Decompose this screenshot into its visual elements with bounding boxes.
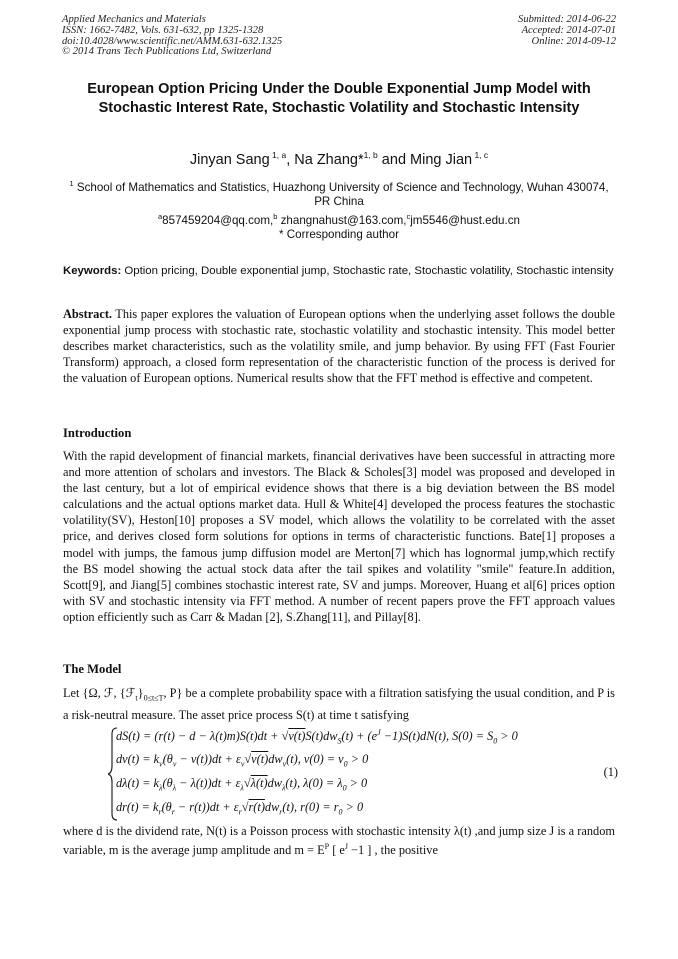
paper-title: European Option Pricing Under the Double Exponential Jump Model with Stochastic Interest Rate, Stochastic Volatility and Stochastic Intensity: [87, 81, 591, 116]
keywords: [63, 264, 615, 278]
subscript: t: [135, 693, 138, 703]
corresponding-note: * Corresponding author: [279, 228, 399, 242]
equation-line: $d\lambda(t) = k_\lambda(\theta_\lambda - \lambda(t))dt + \varepsilon_\lambda√\lambda(t)dw_\lambda(t)$, $\lambda(0) = \lambda_0 > 0$: [116, 776, 368, 793]
email-mark: c: [406, 212, 411, 221]
accepted-date: Accepted: 2014-07-01: [521, 24, 616, 36]
superscript: J: [344, 842, 348, 852]
copyright: © 2014 Trans Tech Publications Ltd, Switzerland: [62, 46, 272, 58]
author-separator: ,: [286, 151, 295, 168]
equation-system: [108, 726, 618, 822]
keywords-text: Option pricing, Double exponential jump, Stochastic rate, Stochastic volatility, Stochastic intensity: [121, 265, 614, 277]
submitted-date: Submitted: 2014-06-22: [518, 14, 616, 25]
model-paragraph-2: [63, 823, 615, 858]
author-list: [60, 150, 618, 168]
author-name: Ming Jian: [410, 151, 473, 168]
email-mark: a: [158, 212, 163, 221]
model-text: Let {Ω, ℱ, {ℱ: [63, 686, 136, 700]
issn: ISSN: 1662-7482, Vols. 631-632, pp 1325-1328: [62, 24, 264, 36]
model-text: where d is the dividend rate, N(t) is a Poisson process with stochastic intensity λ(t) ,and jump size J is a random variable, m is the average jump amplitude and m = E: [63, 824, 615, 858]
email-link[interactable]: jm5546@hust.edu.cn: [410, 213, 520, 227]
equation-line: $dr(t) = k_r(\theta_r - r(t))dt + \varepsilon_r√r(t)dw_r(t)$, $r(0) = r_0 > 0$: [116, 800, 364, 817]
model-paragraph: Let {Ω, ℱ, $\{ℱ_t\}_{0\le t\le T}$, P} be a complete probability space with a filtration satisfying the usual condition, and P is a risk-neutral measure. The asset price process S(t) at time t satisfying: [63, 686, 615, 722]
online-date: Online: 2014-09-12: [531, 35, 616, 47]
equation-line: $dS(t) = (r(t) - d - \lambda(t)m)S(t)dt + √v(t)S(t)dw_S(t) + (e^J -1)S(t)dN(t)$, $S(0) = S_0 > 0$: [116, 728, 518, 746]
author-emails: [60, 210, 618, 243]
model-text: , P} be a complete probability space with a filtration satisfying the usual condition, and P is a risk-neutral measure. The asset price process S(t) at time t satisfying: [63, 686, 615, 722]
author-affil-mark: 1, a: [269, 150, 287, 160]
model-text: −1 ] , the positive: [348, 843, 438, 858]
author-affil-mark: 1, b: [363, 150, 378, 160]
model-text: [ e: [329, 843, 345, 858]
email-mark: b: [273, 212, 278, 221]
abstract: [63, 306, 615, 386]
email-link[interactable]: zhangnahust@163.com,: [280, 213, 407, 227]
email-link[interactable]: 857459204@qq.com,: [162, 213, 274, 227]
equation-line: $dv(t) = k_v(\theta_v - v(t))dt + \varepsilon_v√v(t)dw_v(t)$, $v(0) = v_0 > 0$: [116, 752, 369, 769]
section-heading: Introduction: [63, 426, 132, 440]
journal-info: [62, 15, 282, 58]
abstract-text: This paper explores the valuation of European options when the underlying asset follows the double exponential jump process with stochastic rate, stochastic volatility and stochastic intensity. This model better describes market characteristics, such as the volatility smile, and jump behavior. By using FFT (Fast Fourier Transform) approach, a closed form representation of the characteristic function of the process is derived for the valuation of European options. Numerical results show that the FFT method is effective and competent.: [63, 307, 615, 386]
author-name: Na Zhang*: [294, 151, 364, 168]
doi: doi:10.4028/www.scientific.net/AMM.631-632.1325: [62, 35, 283, 47]
superscript: P: [324, 842, 330, 852]
equation-number: (1): [603, 765, 618, 779]
affiliation-text: School of Mathematics and Statistics, Huazhong University of Science and Technology, Wuhan 430074, PR China: [76, 180, 609, 209]
subscript: 0≤t≤T: [143, 693, 164, 703]
abstract-label: Abstract.: [63, 307, 113, 321]
affiliation: [60, 177, 618, 210]
section-heading: The Model: [63, 662, 122, 676]
dates-info: [518, 15, 616, 47]
keywords-label: Keywords:: [63, 265, 122, 277]
author-separator: and: [377, 151, 411, 168]
author-affil-mark: 1, c: [472, 150, 489, 160]
affiliation-mark: 1: [69, 179, 74, 188]
journal-name: Applied Mechanics and Materials: [62, 14, 206, 25]
author-name: Jinyan Sang: [189, 151, 270, 168]
introduction-text: With the rapid development of financial markets, financial derivatives have been successful in attracting more and more attention of scholars and investors. The Black & Scholes[3] model was proposed and developed in the last century, but a lot of empirical evidence shows that there is a big deviation between the BS model calculations and the actual options market data. Hull & White[4] developed the process features the stochastic volatility(SV), Heston[10] proposes a SV model, which allows the volatility to be correlated with the asset price, and derives closed form solutions for options in terms of characteristic functions. Bate[1] proposes a model with jumps, the famous jump diffusion model are Merton[7] which has lognormal jump,which rectify the BS model showing the actual stock data after the tail spikes and volatility "smile" feature.In addition, Scott[9], and Jiang[5] combines stochastic interest rate, SV and jumps. Moreover, Huang et al[6] prices option with SV and stochastic intensity via FFT method. A number of recent papers prove the FFT approach values option efficiently such as Carr & Madan [2], S.Zhang[11], and Pillay[8].: [63, 449, 615, 624]
